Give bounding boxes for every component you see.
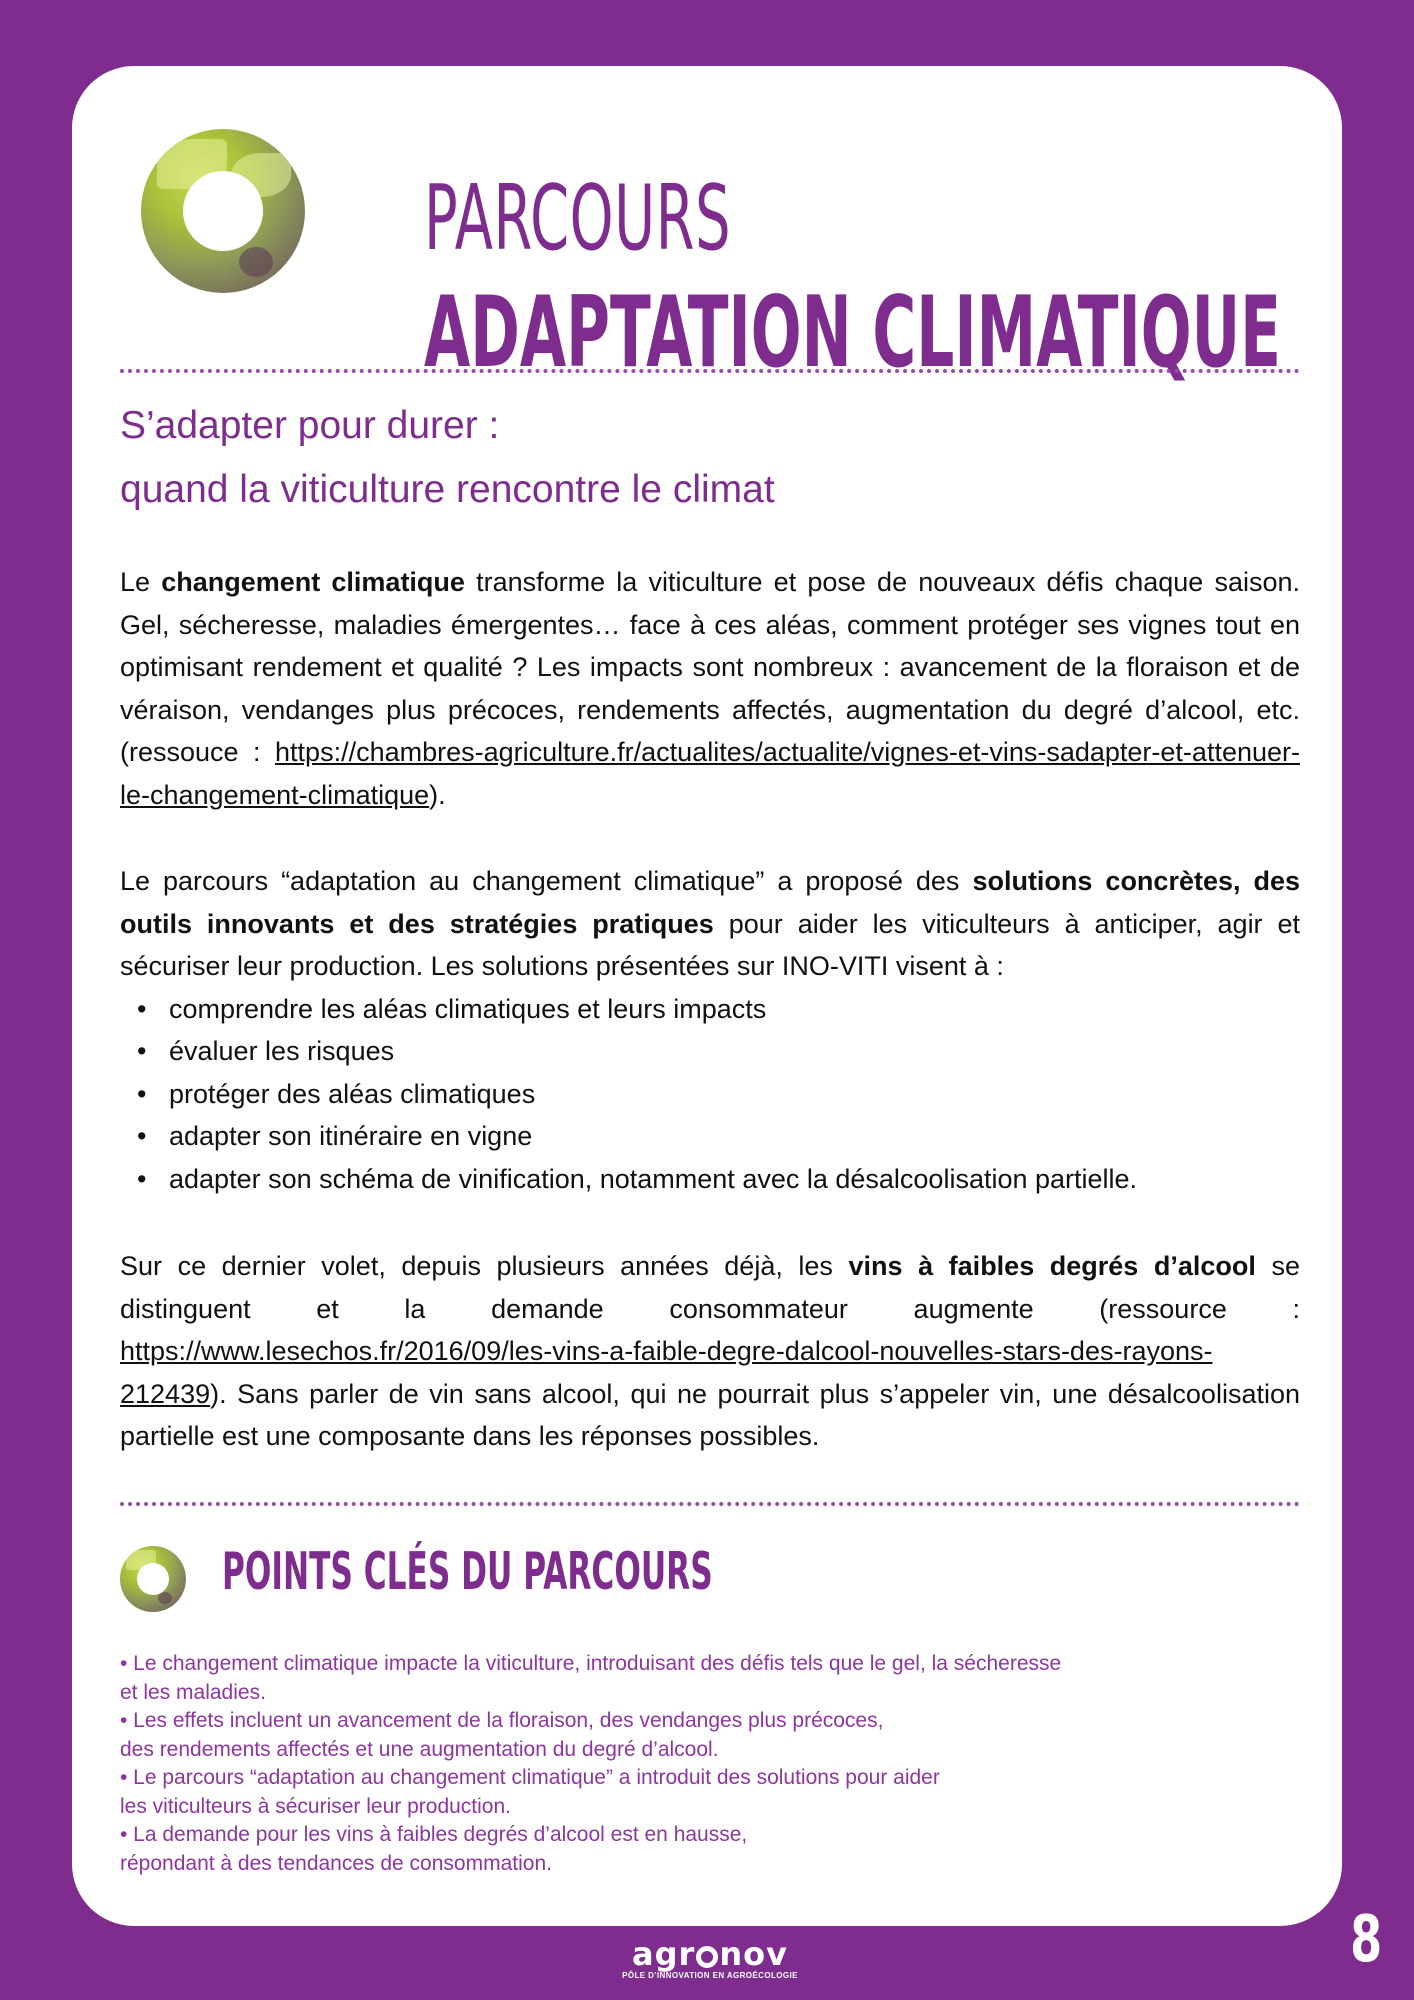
solutions-list <box>120 988 1300 1201</box>
subtitle <box>120 394 775 522</box>
agronov-logo <box>610 1935 810 1982</box>
key-point-line: répondant à des tendances de consommation. <box>120 1851 552 1875</box>
list-item: • protéger des aléas climatiques <box>169 1073 1300 1116</box>
page-title-line1: PARCOURS <box>424 166 732 271</box>
key-point-line: des rendements affectés et une augmentation du degré d’alcool. <box>120 1737 719 1761</box>
key-points-list <box>120 1650 1270 1878</box>
volet-text-3: ). Sans parler de vin sans alcool, qui ne pourrait plus s’appeler vin, une désalcoolisation partielle est une composante dans les réponses possibles. <box>120 1378 1300 1451</box>
list-item: • comprendre les aléas climatiques et leurs impacts <box>169 988 1300 1031</box>
key-point-line: et les maladies. <box>120 1680 266 1704</box>
page-title-line2: ADAPTATION CLIMATIQUE <box>424 276 1281 390</box>
key-point-item <box>120 1707 1270 1764</box>
page-number: 8 <box>1350 1903 1383 1977</box>
key-point-line: • Le parcours “adaptation au changement climatique” a introduit des solutions pour aider <box>120 1766 940 1789</box>
intro-bold: changement climatique <box>161 567 465 597</box>
logo-wordmark: agr nov <box>632 1935 788 1973</box>
intro-paragraph <box>120 561 1300 816</box>
logo-tagline: PÔLE D’INNOVATION EN AGROÉCOLOGIE <box>622 1971 798 1980</box>
volet-text-2: se distinguent et la demande consommateur augmente (ressource : <box>120 1251 1301 1324</box>
parcours-text-1: Le parcours “adaptation au changement climatique” a proposé des <box>120 866 973 896</box>
parcours-bold: solutions concrètes, des outils innovants et des stratégies pratiques <box>120 866 1301 939</box>
list-item: • évaluer les risques <box>169 1030 1300 1073</box>
intro-text-1: Le <box>120 567 162 597</box>
key-point-item <box>120 1764 1270 1821</box>
volet-bold: vins à faibles degrés d’alcool <box>848 1251 1256 1281</box>
key-point-item <box>120 1650 1270 1707</box>
parcours-text-2: pour aider les viticulteurs à anticiper, agir et sécuriser leur production. Les solutions présentées sur INO-VITI visent à : <box>120 908 1301 981</box>
chambres-agriculture-link[interactable]: https://chambres-agriculture.fr/actualites/actualite/vignes-et-vins-sadapter-et-attenuer-le-changement-climatique <box>120 737 1300 810</box>
key-points-title: POINTS CLÉS DU PARCOURS <box>222 1542 713 1602</box>
vineyard-ring-icon <box>120 1546 186 1612</box>
key-point-item <box>120 1821 1270 1878</box>
key-point-line: les viticulteurs à sécuriser leur production. <box>120 1794 512 1818</box>
list-item: • adapter son itinéraire en vigne <box>169 1115 1300 1158</box>
parcours-paragraph <box>120 860 1300 1200</box>
volet-paragraph <box>120 1245 1300 1458</box>
vineyard-ring-image <box>141 129 305 293</box>
intro-text-2: transforme la viticulture et pose de nouveaux défis chaque saison. Gel, sécheresse, maladies émergentes… face à ces aléas, comment protéger ses vignes tout en optimisant rendement et qualité ? Les impacts sont nombreux : avancement de la floraison et de véraison, vendanges plus précoces, rendements affectés, augmentation du degré d’alcool, etc. (ressouce : <box>120 567 1300 767</box>
key-point-line: • Le changement climatique impacte la viticulture, introduisant des défis tels que le gel, la sécheresse <box>120 1652 1062 1675</box>
volet-text-1: Sur ce dernier volet, depuis plusieurs années déjà, les <box>120 1251 849 1281</box>
lesechos-link[interactable]: https://www.lesechos.fr/2016/09/les-vins-a-faible-degre-dalcool-nouvelles-stars-des-rayons-212439 <box>120 1336 1213 1409</box>
key-point-line: • La demande pour les vins à faibles degrés d’alcool est en hausse, <box>120 1823 748 1846</box>
divider-top <box>120 369 1300 373</box>
list-item: • adapter son schéma de vinification, notamment avec la désalcoolisation partielle. <box>169 1158 1300 1201</box>
subtitle-line2: quand la viticulture rencontre le climat <box>120 468 775 511</box>
subtitle-line1: S’adapter pour durer : <box>120 404 500 447</box>
key-point-line: • Les effets incluent un avancement de la floraison, des vendanges plus précoces, <box>120 1709 884 1732</box>
divider-bottom <box>120 1502 1300 1506</box>
intro-text-3: ). <box>429 779 446 810</box>
